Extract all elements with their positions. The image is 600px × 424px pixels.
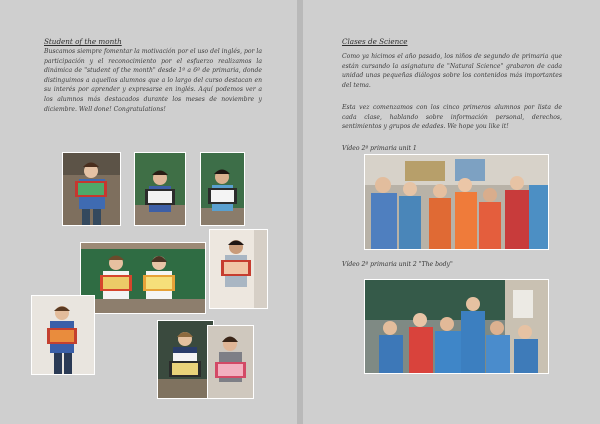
student-photo-7 [158,321,213,398]
science-para-1: Como ya hicimos el año pasado, los niños de segundo de primaria que están cursando la asignatura de "Natural Science" grabaron de cada unidad unas pequeñas diálogos sobre los contenidos más importantes del tema. [342,53,562,89]
science-heading: Clases de Science [342,37,408,46]
student-photo-8 [208,326,253,398]
video-2-thumbnail[interactable] [365,280,548,373]
student-photo-1 [63,153,120,225]
science-para-2: Esta vez comenzamos con los cinco primeros alumnos por lista de cada clase, hablando sobre información personal, derechos, sentimientos y grupos de edades. We hope you like it! [342,104,562,131]
student-photo-6 [32,296,94,374]
left-page [0,0,297,424]
video-1-thumbnail[interactable] [365,155,548,249]
right-page [303,0,600,424]
video-2-caption: Vídeo 2º primaria unit 2 "The body" [342,261,453,268]
video-1-caption: Vídeo 2º primaria unit 1 [342,145,417,152]
student-of-month-heading: Student of the month [44,37,122,46]
student-photo-5 [210,230,267,308]
student-photo-3 [201,153,244,225]
student-photo-2 [135,153,185,225]
student-of-month-text: Buscamos siempre fomentar la motivación por el uso del inglés, por la participación y el reconocimiento por el esfuerzo realizamos la dinámica de "student of the month" desde 1º a 6º de primaria, donde distinguimos a aquellos alumnos que a lo largo del curso destacan en su interés por aprender y expresarse en inglés. Aquí podemos ver a los alumnos más destacados durante los meses de noviembre y diciembre. Well done! Congratulations! [44,48,262,113]
student-photo-4 [81,243,205,313]
